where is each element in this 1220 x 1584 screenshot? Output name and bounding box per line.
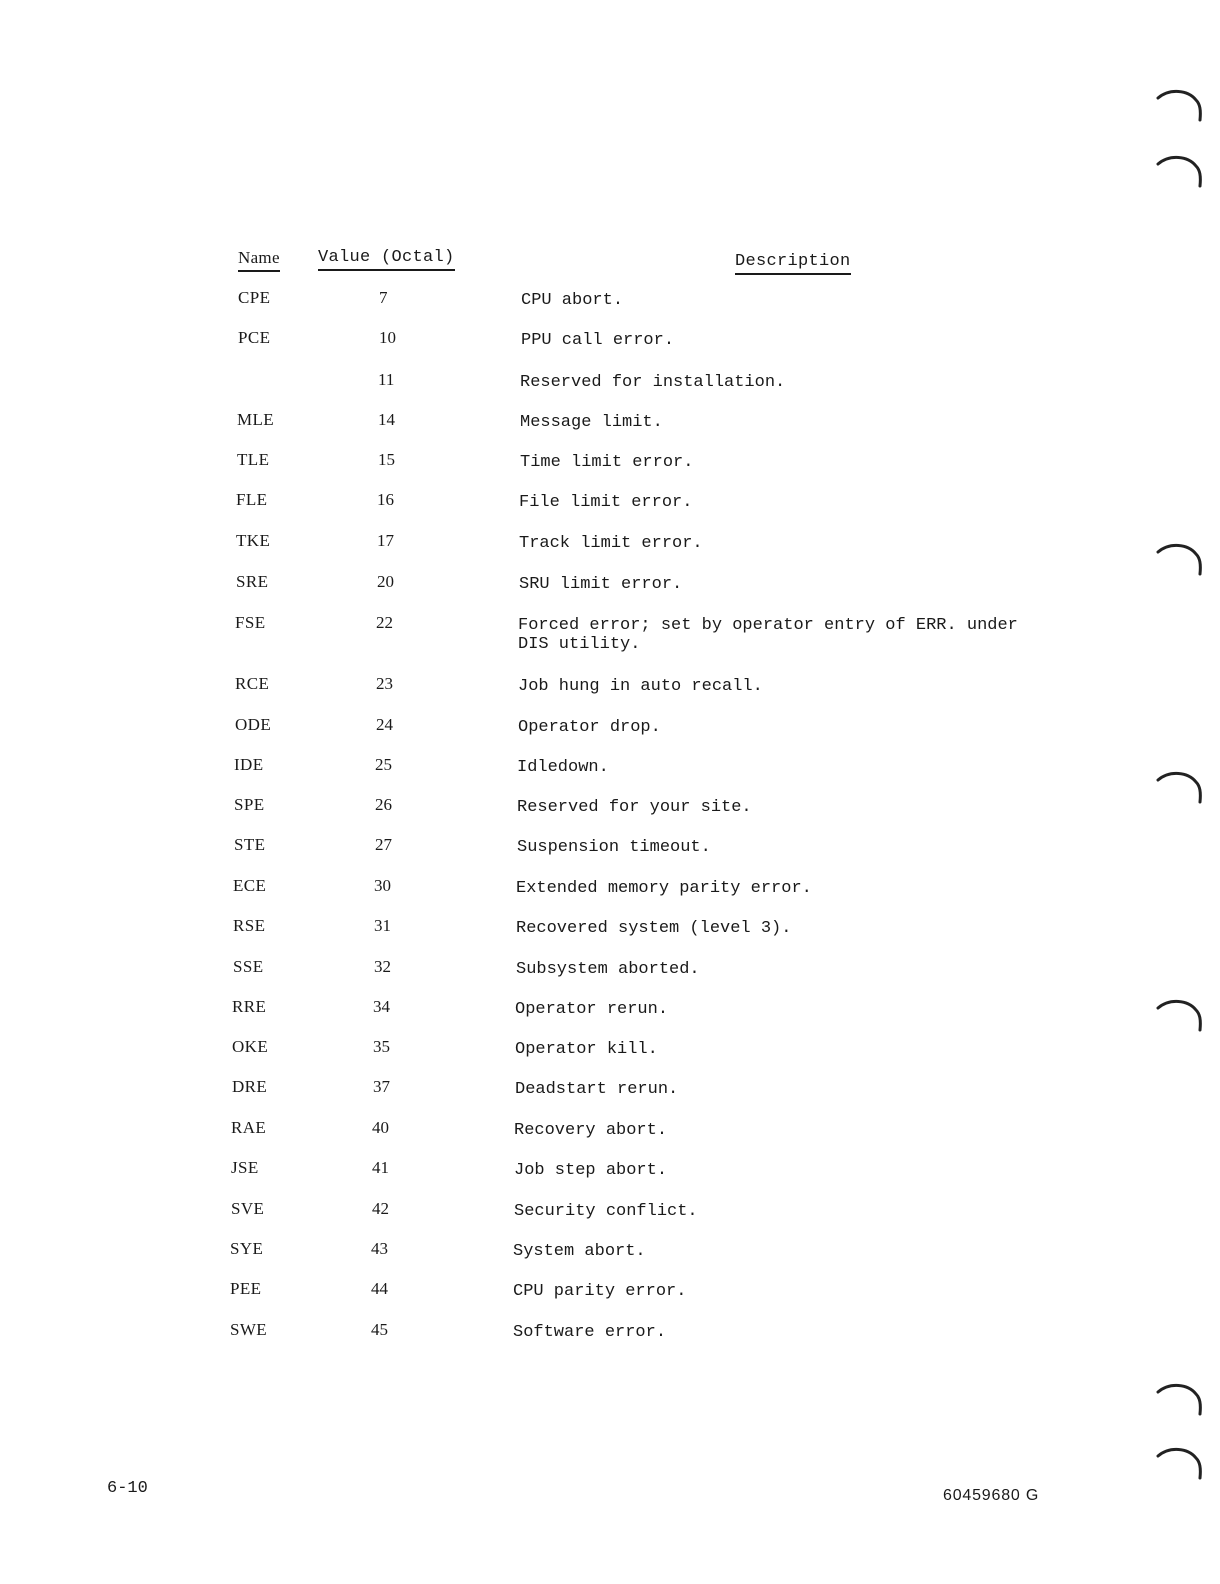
error-code-name: CPE xyxy=(238,288,271,307)
error-code-description: CPU abort. xyxy=(521,291,624,310)
error-code-name: IDE xyxy=(234,755,264,774)
error-code-value: 14 xyxy=(378,410,395,429)
error-code-description: Operator rerun. xyxy=(515,1000,669,1019)
error-code-value: 25 xyxy=(375,755,392,774)
error-code-description: Reserved for installation. xyxy=(520,373,786,392)
error-code-value: 7 xyxy=(379,288,388,307)
error-code-value: 23 xyxy=(376,674,393,693)
binder-hole-icon xyxy=(1156,1380,1206,1424)
error-code-description: Time limit error. xyxy=(520,453,694,472)
error-code-value: 11 xyxy=(378,370,395,389)
binder-hole-icon xyxy=(1156,152,1206,196)
header-name: Name xyxy=(238,248,280,272)
error-code-name: RAE xyxy=(231,1118,267,1137)
error-code-description: Subsystem aborted. xyxy=(516,960,700,979)
error-code-value: 30 xyxy=(374,876,391,895)
error-code-name: TLE xyxy=(237,450,270,469)
error-code-description: Forced error; set by operator entry of ERR. under DIS utility. xyxy=(518,616,1018,654)
error-code-name: JSE xyxy=(231,1158,259,1177)
binder-hole-icon xyxy=(1156,86,1206,130)
error-code-value: 44 xyxy=(371,1279,388,1298)
error-code-description: Software error. xyxy=(513,1323,667,1342)
error-code-value: 16 xyxy=(377,490,394,509)
header-value-octal: Value (Octal) xyxy=(318,248,455,271)
error-code-value: 40 xyxy=(372,1118,389,1137)
document-number: 60459680 G xyxy=(943,1487,1040,1504)
binder-hole-icon xyxy=(1156,768,1206,812)
error-code-description: Idledown. xyxy=(517,758,609,777)
error-code-description: File limit error. xyxy=(519,493,693,512)
error-code-name: SSE xyxy=(233,957,264,976)
error-code-name: STE xyxy=(234,835,266,854)
error-code-value: 37 xyxy=(373,1077,390,1096)
error-code-description: Recovered system (level 3). xyxy=(516,919,792,938)
error-code-value: 27 xyxy=(375,835,392,854)
binder-hole-icon xyxy=(1156,996,1206,1040)
error-code-name: FLE xyxy=(236,490,268,509)
error-code-name: FSE xyxy=(235,613,266,632)
error-code-name: TKE xyxy=(236,531,271,550)
error-code-value: 35 xyxy=(373,1037,390,1056)
error-code-description: Deadstart rerun. xyxy=(515,1080,679,1099)
error-code-value: 34 xyxy=(373,997,390,1016)
error-code-name: PEE xyxy=(230,1279,262,1298)
error-code-description: Security conflict. xyxy=(514,1202,698,1221)
error-code-value: 10 xyxy=(379,328,396,347)
binder-hole-icon xyxy=(1156,1444,1206,1488)
error-code-name: SYE xyxy=(230,1239,264,1258)
error-code-description: Recovery abort. xyxy=(514,1121,668,1140)
error-code-value: 24 xyxy=(376,715,393,734)
error-code-name: PCE xyxy=(238,328,271,347)
error-code-description: Operator kill. xyxy=(515,1040,658,1059)
binder-hole-icon xyxy=(1156,540,1206,584)
error-code-description: Job step abort. xyxy=(514,1161,668,1180)
error-code-description: Operator drop. xyxy=(518,718,661,737)
error-code-description: Message limit. xyxy=(520,413,663,432)
error-code-description: CPU parity error. xyxy=(513,1282,687,1301)
error-code-name: ECE xyxy=(233,876,267,895)
error-code-name: RRE xyxy=(232,997,267,1016)
header-description: Description xyxy=(735,252,851,275)
error-code-name: DRE xyxy=(232,1077,268,1096)
error-code-description: Suspension timeout. xyxy=(517,838,711,857)
error-code-description: System abort. xyxy=(513,1242,646,1261)
error-code-value: 17 xyxy=(377,531,394,550)
error-code-value: 15 xyxy=(378,450,395,469)
error-code-name: SWE xyxy=(230,1320,268,1339)
error-code-value: 31 xyxy=(374,916,391,935)
error-code-name: OKE xyxy=(232,1037,269,1056)
error-code-value: 20 xyxy=(377,572,394,591)
error-code-name: SVE xyxy=(231,1199,265,1218)
error-code-value: 22 xyxy=(376,613,393,632)
error-code-description: PPU call error. xyxy=(521,331,675,350)
error-code-name: MLE xyxy=(237,410,275,429)
error-code-description: Reserved for your site. xyxy=(517,798,752,817)
error-code-description: Extended memory parity error. xyxy=(516,879,812,898)
error-code-description: Track limit error. xyxy=(519,534,703,553)
error-code-name: SRE xyxy=(236,572,269,591)
error-code-value: 42 xyxy=(372,1199,389,1218)
error-code-value: 26 xyxy=(375,795,392,814)
error-code-value: 41 xyxy=(372,1158,389,1177)
error-code-value: 45 xyxy=(371,1320,388,1339)
page-number: 6-10 xyxy=(107,1479,148,1498)
error-code-name: SPE xyxy=(234,795,265,814)
error-code-name: ODE xyxy=(235,715,272,734)
error-code-value: 43 xyxy=(371,1239,388,1258)
error-code-description: Job hung in auto recall. xyxy=(518,677,763,696)
error-code-name: RCE xyxy=(235,674,270,693)
error-code-value: 32 xyxy=(374,957,391,976)
error-code-name: RSE xyxy=(233,916,266,935)
error-code-description: SRU limit error. xyxy=(519,575,683,594)
